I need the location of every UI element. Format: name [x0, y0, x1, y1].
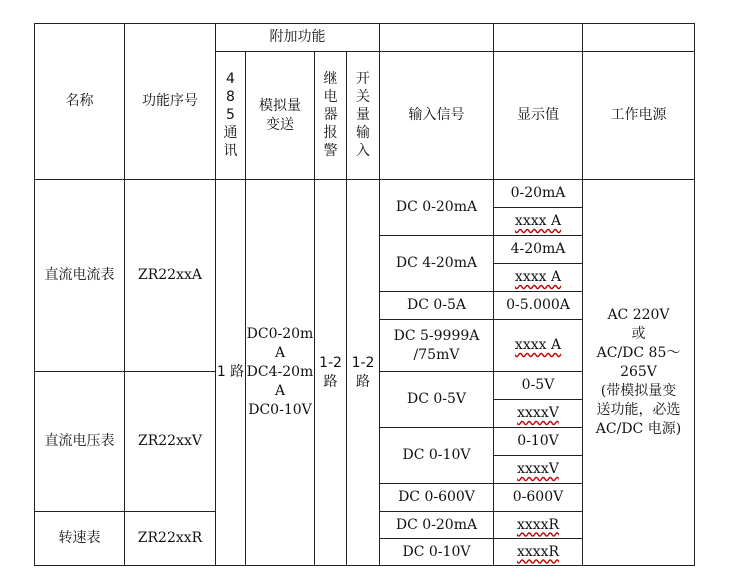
header-485-comm: 485通讯 — [216, 52, 246, 180]
display-value-cell: xxxxV — [494, 456, 583, 484]
header-relay-alarm: 继电器报警 — [315, 52, 347, 180]
shared-relay: 1-2 路 — [315, 180, 347, 566]
input-signal-cell: DC 5-9999A /75mV — [380, 320, 494, 372]
header-func-code: 功能序号 — [125, 24, 216, 180]
display-range-cell: 0-5.000A — [494, 292, 583, 320]
display-value-cell: xxxx A — [494, 208, 583, 236]
header-blank — [380, 24, 494, 52]
product-code-tacho: ZR22xxR — [125, 512, 216, 566]
header-input-signal: 输入信号 — [380, 52, 494, 180]
input-signal-cell: DC 0-600V — [380, 484, 494, 512]
display-value-cell: xxxx A — [494, 320, 583, 372]
shared-485-comm: 1 路 — [216, 180, 246, 566]
display-range-cell: 0-20mA — [494, 180, 583, 208]
shared-switch: 1-2 路 — [347, 180, 380, 566]
input-signal-cell: DC 0-10V — [380, 539, 494, 566]
product-code-voltage: ZR22xxV — [125, 372, 216, 512]
header-switch-in: 开关量输入 — [347, 52, 380, 180]
input-signal-cell: DC 0-5V — [380, 372, 494, 428]
display-value-cell: xxxxR — [494, 539, 583, 566]
header-power: 工作电源 — [583, 52, 695, 180]
header-analog-out: 模拟量变送 — [246, 52, 315, 180]
input-signal-cell: DC 0-10V — [380, 428, 494, 484]
header-name: 名称 — [35, 24, 125, 180]
product-code-current: ZR22xxA — [125, 180, 216, 372]
header-blank — [583, 24, 695, 52]
input-signal-cell: DC 0-20mA — [380, 512, 494, 539]
header-blank — [494, 24, 583, 52]
input-signal-cell: DC 0-20mA — [380, 180, 494, 236]
display-value-cell: xxxxR — [494, 512, 583, 539]
display-range-cell: 4-20mA — [494, 236, 583, 264]
product-name-tacho: 转速表 — [35, 512, 125, 566]
display-range-cell: 0-600V — [494, 484, 583, 512]
shared-analog-out: DC0-20m A DC4-20m A DC0-10V — [246, 180, 315, 566]
display-range-cell: 0-5V — [494, 372, 583, 400]
product-name-voltage: 直流电压表 — [35, 372, 125, 512]
display-value-cell: xxxx A — [494, 264, 583, 292]
product-name-current: 直流电流表 — [35, 180, 125, 372]
header-display-value: 显示值 — [494, 52, 583, 180]
header-addon-group: 附加功能 — [216, 24, 380, 52]
spec-table — [34, 23, 695, 566]
display-range-cell: 0-10V — [494, 428, 583, 456]
display-value-cell: xxxxV — [494, 400, 583, 428]
input-signal-cell: DC 0-5A — [380, 292, 494, 320]
input-signal-cell: DC 4-20mA — [380, 236, 494, 292]
shared-power: AC 220V 或 AC/DC 85～ 265V (带模拟量变 送功能，必选 AC/DC 电源) — [583, 180, 695, 566]
